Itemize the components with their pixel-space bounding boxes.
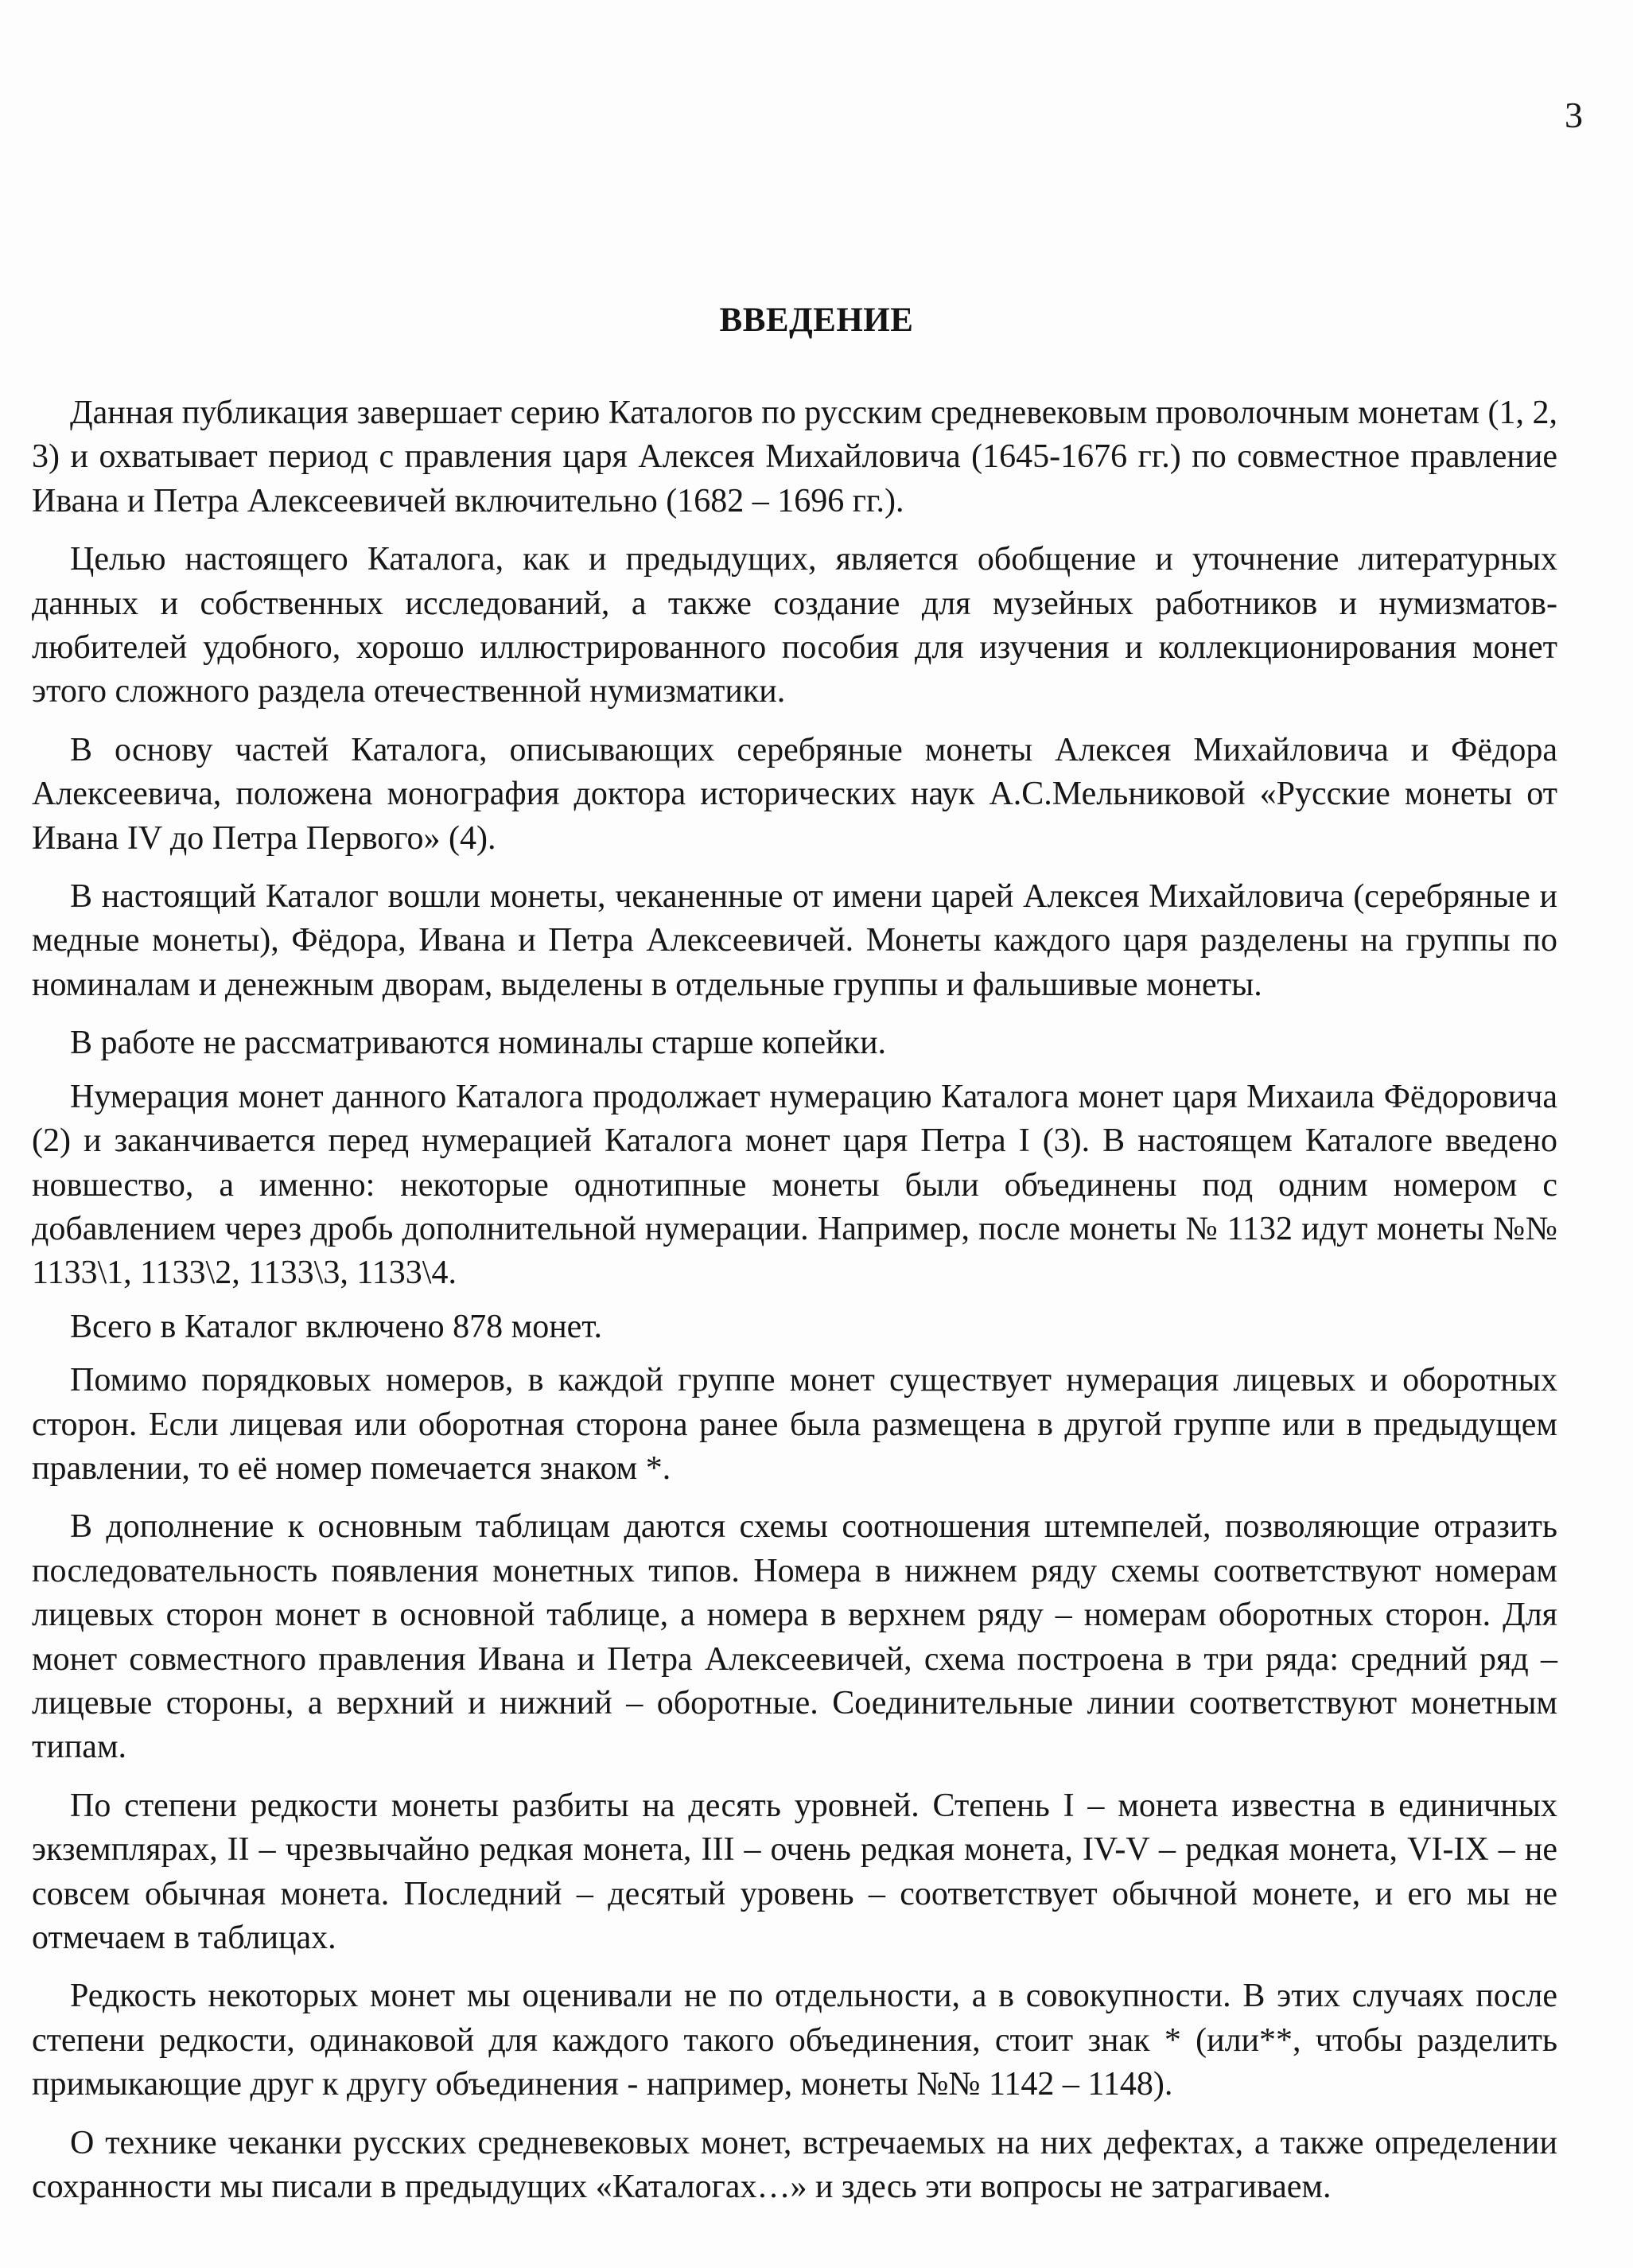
paragraph: О технике чеканки русских средневековых монет, встречаемых на них дефектах, а также определении сохранности мы писали в предыдущих «Каталогах…» и здесь эти вопросы не затрагиваем. xyxy=(32,2124,1557,2206)
paragraph: Данная публикация завершает серию Каталогов по русским средневековым проволочным монетам (1, 2, 3) и охватывает период с правления царя Алексея Михайловича (1645-1676 гг.) по совместное правление Ивана и Петра Алексеевичей включительно (1682 – 1696 гг.). xyxy=(32,395,1557,519)
paragraph: В основу частей Каталога, описывающих серебряные монеты Алексея Михайловича и Фёдора Алексеевича, положена монография доктора исторических наук А.С.Мельниковой «Русские монеты от Ивана IV до Петра Первого» (4). xyxy=(32,731,1557,857)
paragraph: В дополнение к основным таблицам даются схемы соотношения штемпелей, позволяющие отразить последовательность появления монетных типов. Номера в нижнем ряду схемы соответствуют номерам лицевых сторон монет в основной таблице, а номера в верхнем ряду – номерам оборотных сторон. Для монет совместного правления Ивана и Петра Алексеевичей, схема построена в три ряда: средний ряд – лицевые стороны, а верхний и нижний – оборотные. Соединительные линии соответствуют монетным типам. xyxy=(32,1508,1557,1766)
body-text xyxy=(32,391,1557,2223)
paragraph: В работе не рассматриваются номиналы старше копейки. xyxy=(70,1025,887,1062)
page-number: 3 xyxy=(1565,95,1583,135)
paragraph: Помимо порядковых номеров, в каждой группе монет существует нумерация лицевых и оборотных сторон. Если лицевая или оборотная сторона ранее была размещена в другой группе или в предыдущем правлении, то её номер помечается знаком *. xyxy=(32,1362,1557,1487)
page-title: ВВЕДЕНИЕ xyxy=(719,301,914,339)
paragraph: Редкость некоторых монет мы оценивали не по отдельности, а в совокупности. В этих случаях после степени редкости, одинаковой для каждого такого объединения, стоит знак * (или**, чтобы разделить примыкающие друг к другу объединения - например, монеты №№ 1142 – 1148). xyxy=(32,1978,1557,2103)
paragraph: Всего в Каталог включено 878 монет. xyxy=(70,1308,603,1345)
paragraph: Нумерация монет данного Каталога продолжает нумерацию Каталога монет царя Михаила Фёдоровича (2) и заканчивается перед нумерацией Каталога монет царя Петра I (3). В настоящем Каталоге введено новшество, а именно: некоторые однотипные монеты были объединены под одним номером с добавлением через дробь дополнительной нумерации. Например, после монеты № 1132 идут монеты №№ 1133\1, 1133\2, 1133\3, 1133\4. xyxy=(32,1078,1557,1292)
paragraph: По степени редкости монеты разбиты на десять уровней. Степень I – монета известна в единичных экземплярах, II – чрезвычайно редкая монета, III – очень редкая монета, IV-V – редкая монета, VI-IX – не совсем обычная монета. Последний – десятый уровень – соответствует обычной монете, и его мы не отмечаем в таблицах. xyxy=(32,1787,1557,1956)
paragraph: Целью настоящего Каталога, как и предыдущих, является обобщение и уточнение литературных данных и собственных исследований, а также создание для музейных работников и нумизматов-любителей удобного, хорошо иллюстрированного пособия для изучения и коллекционирования монет этого сложного раздела отечественной нумизматики. xyxy=(32,541,1557,710)
paragraph: В настоящий Каталог вошли монеты, чеканенные от имени царей Алексея Михайловича (серебряные и медные монеты), Фёдора, Ивана и Петра Алексеевичей. Монеты каждого царя разделены на группы по номиналам и денежным дворам, выделены в отдельные группы и фальшивые монеты. xyxy=(32,878,1557,1003)
